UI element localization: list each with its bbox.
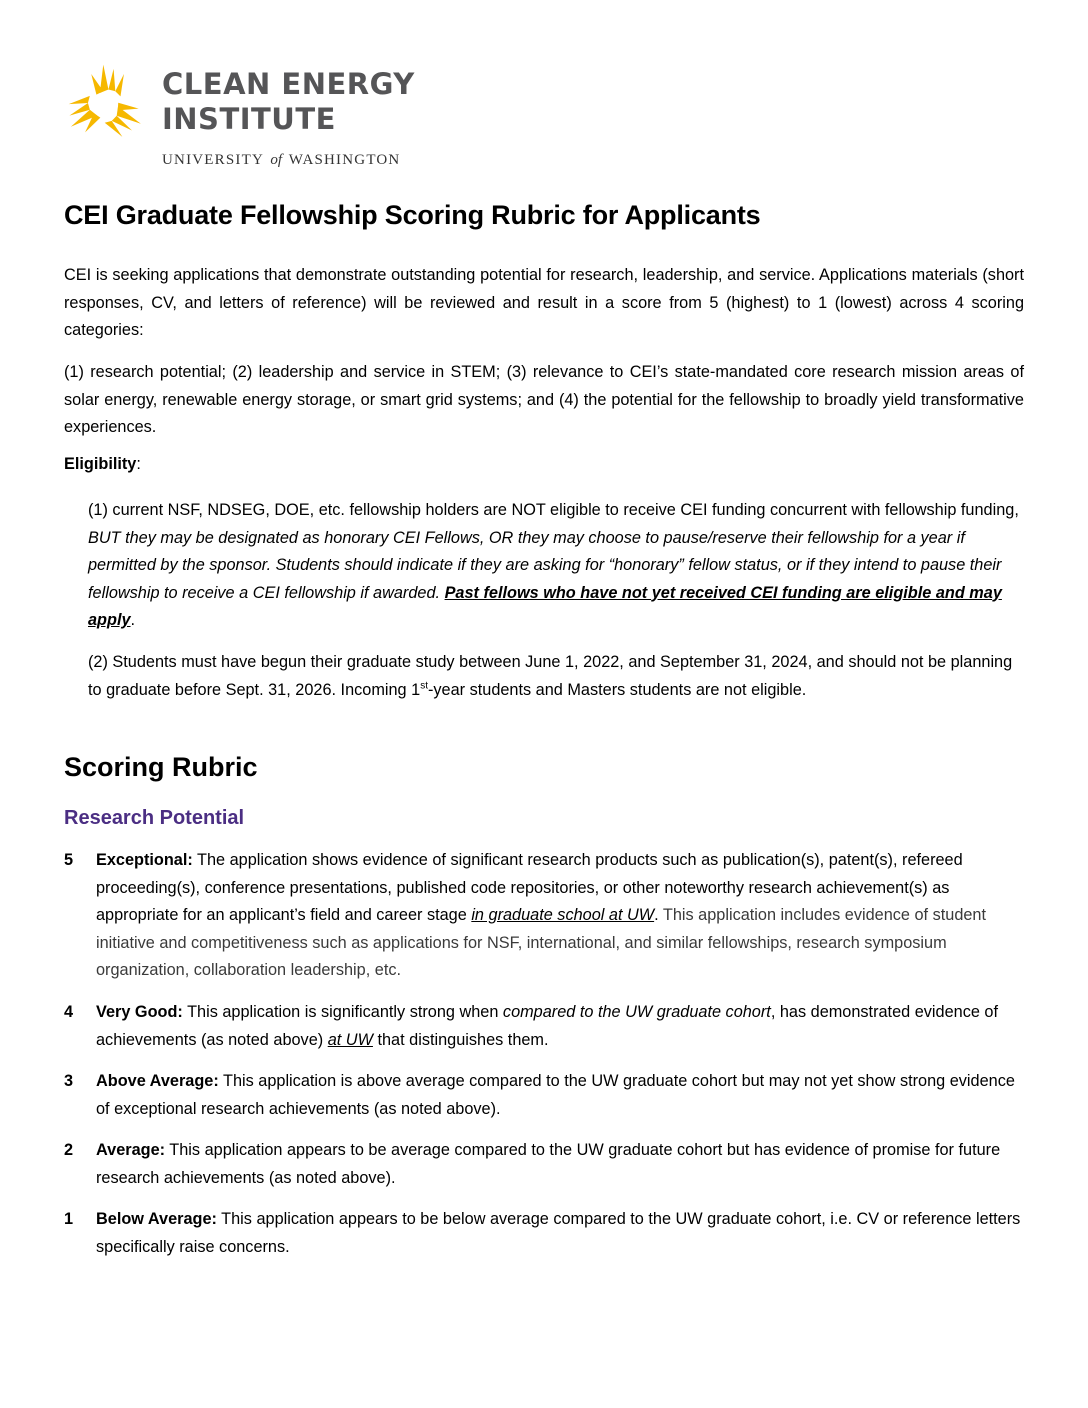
score-label: Very Good:: [96, 1003, 183, 1021]
rubric-description: [96, 847, 1024, 985]
rubric-item-3: [64, 1068, 1024, 1123]
score-number: 3: [64, 1072, 74, 1090]
rubric-text: This application is above average compared to the UW graduate cohort but may not yet show strong evidence of exceptional research achievements (as noted above).: [96, 1072, 1015, 1118]
eligibility-1-emphasis: Past fellows who have not yet received CEI funding are eligible and may apply: [88, 583, 1002, 629]
rubric-text: This application appears to be average compared to the UW graduate cohort but has evidence of promise for future research achievements (as noted above).: [96, 1141, 1001, 1187]
rubric-text-mid: , has demonstrated evidence of achievements (as noted above): [96, 1003, 998, 1049]
logo-text-university: [162, 152, 400, 169]
score-number: 1: [64, 1210, 74, 1228]
logo-washington-word: WASHINGTON: [288, 152, 401, 168]
cei-logo: [62, 62, 442, 172]
logo-text-clean-energy: CLEAN ENERGY: [162, 67, 415, 101]
rubric-item-5: [64, 847, 1024, 985]
eligibility-label-text: Eligibility: [64, 455, 137, 473]
rubric-text: This application is significantly strong when: [182, 1003, 503, 1021]
rubric-emphasis: in graduate school at UW: [471, 906, 655, 924]
rubric-italic: compared to the UW graduate cohort: [502, 1003, 771, 1021]
rubric-text-punct: .: [654, 906, 663, 924]
intro-paragraph-1: CEI is seeking applications that demonstrate outstanding potential for research, leadership, and service. Applications materials (short responses, CV, and letters of reference) will be reviewed and result in a score from 5 (highest) to 1 (lowest) across 4 scoring categories:: [64, 266, 1024, 339]
eligibility-item-2: [88, 649, 1024, 704]
rubric-description: [96, 999, 1024, 1054]
eligibility-2-text-end: -year students and Masters students are not eligible.: [427, 680, 807, 699]
score-number: 4: [64, 1003, 74, 1021]
document-title: CEI Graduate Fellowship Scoring Rubric for Applicants: [64, 200, 761, 230]
rubric-item-2: [64, 1137, 1024, 1192]
score-label: Average:: [96, 1141, 166, 1159]
rubric-item-4: [64, 999, 1024, 1054]
rubric-item-1: [64, 1206, 1024, 1261]
eligibility-1-end: .: [130, 611, 136, 629]
score-label: Below Average:: [96, 1210, 217, 1228]
logo-text-institute: INSTITUTE: [162, 102, 336, 136]
rubric-description: [96, 1068, 1024, 1123]
research-potential-heading: Research Potential: [64, 807, 245, 829]
eligibility-label: [64, 455, 141, 474]
rubric-description: [96, 1137, 1024, 1192]
intro-paragraph-2: (1) research potential; (2) leadership and service in STEM; (3) relevance to CEI’s state-mandated core research mission areas of solar energy, renewable energy storage, or smart grid systems; and (4) the potential for the fellowship to broadly yield transformative experiences.: [64, 363, 1024, 436]
eligibility-colon: :: [136, 455, 141, 473]
logo-university-word: UNIVERSITY: [162, 152, 264, 168]
rubric-text: The application shows evidence of significant research products such as publication(s), patent(s), refereed proceeding(s), conference presentations, published code repositories, or other noteworthy research achievement(s) as appropriate for an applicant’s field and career stage: [96, 851, 963, 924]
eligibility-item-1: [88, 497, 1024, 635]
ordinal-superscript: st: [420, 680, 428, 692]
logo-of-word: of: [270, 152, 283, 168]
rubric-text: This application appears to be below average compared to the UW graduate cohort, i.e. CV or reference letters specifically raise concerns.: [96, 1210, 1021, 1256]
score-label: Exceptional:: [96, 851, 193, 869]
eligibility-1-italic: BUT they may be designated as honorary CEI Fellows, OR they may choose to pause/reserve their fellowship for a year if permitted by the sponsor. Students should indicate if they are asking for “honorary” fellow status, or if they intend to pause their fellowship to receive a CEI fellowship if awarded.: [88, 528, 1002, 602]
score-number: 5: [64, 851, 74, 869]
rubric-text-additional: This application includes evidence of student initiative and competitiveness such as applications for NSF, international, and similar fellowships, research symposium organization, collaboration leadership, etc.: [96, 906, 987, 979]
rubric-description: [96, 1206, 1024, 1261]
score-number: 2: [64, 1141, 74, 1159]
rubric-emphasis: at UW: [327, 1030, 373, 1049]
scoring-rubric-heading: Scoring Rubric: [64, 752, 258, 782]
score-label: Above Average:: [96, 1072, 219, 1090]
eligibility-1-text: (1) current NSF, NDSEG, DOE, etc. fellowship holders are NOT eligible to receive CEI funding concurrent with fellowship funding,: [88, 501, 1019, 519]
sunburst-logo-icon: [62, 62, 148, 148]
eligibility-2-text: (2) Students must have begun their graduate study between June 1, 2022, and September 31, 2024, and should not be planning to graduate before Sept. 31, 2026. Incoming 1: [88, 653, 1013, 699]
rubric-text-end: that distinguishes them.: [372, 1030, 549, 1049]
